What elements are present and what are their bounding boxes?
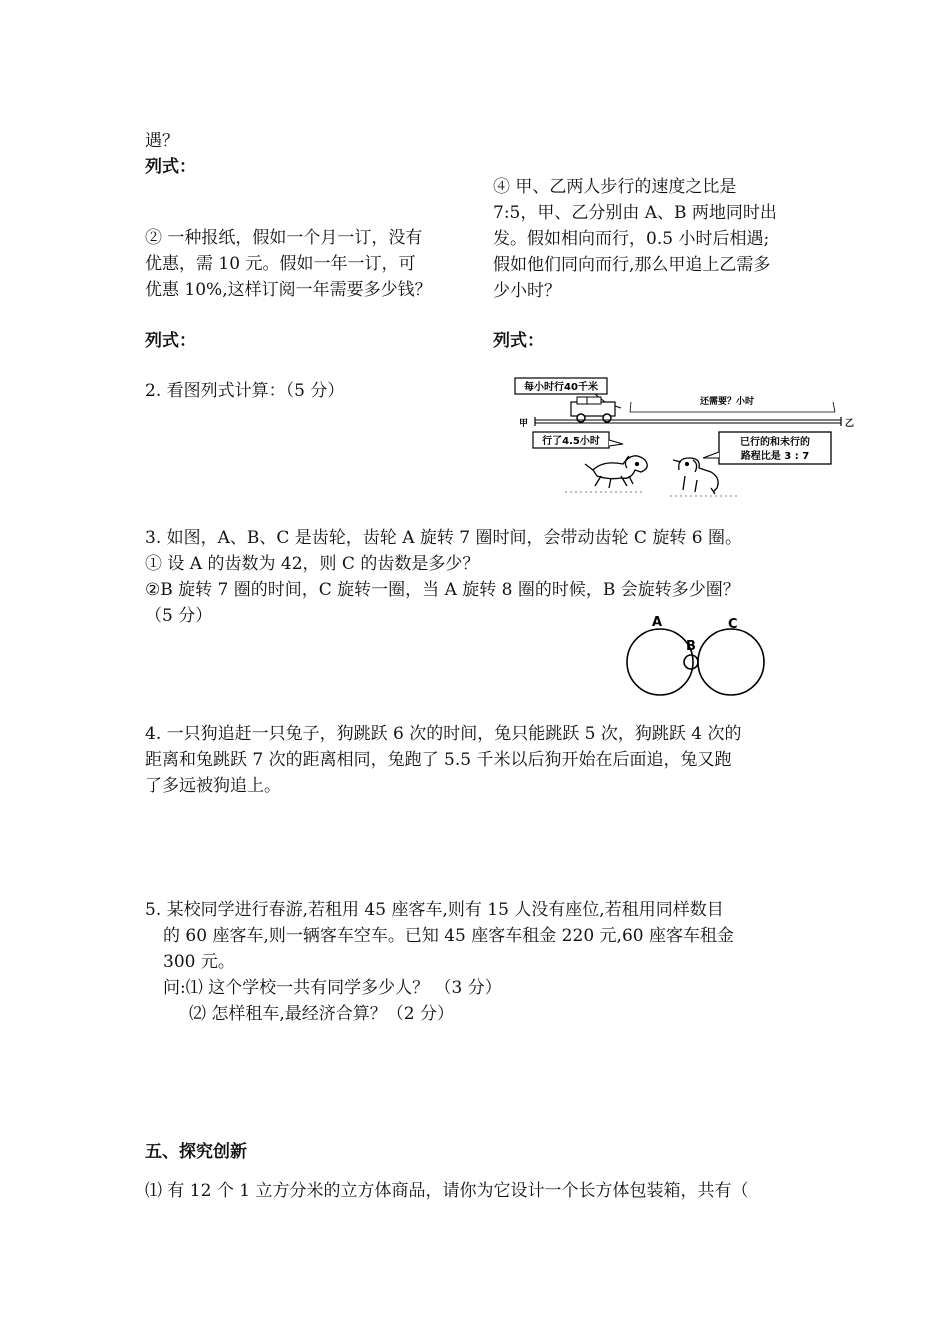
question-line: 了多远被狗追上。 — [145, 776, 281, 796]
section-five-heading: 五、探究创新 — [145, 1142, 247, 1162]
gear-a-circle — [627, 629, 693, 695]
points-label: （5 分） — [145, 606, 213, 626]
elapsed-time-label: 行了4.5小时 — [542, 436, 600, 447]
dog-icon — [673, 458, 718, 494]
ratio-label-line2: 路程比是 3 : 7 — [740, 451, 810, 462]
gear-b-label: B — [686, 639, 696, 654]
end-point-label: 乙 — [845, 419, 855, 429]
continued-question-text: 遇？ — [145, 131, 179, 151]
gear-a-label: A — [652, 615, 663, 630]
formula-label: 列式： — [145, 331, 196, 351]
gear-diagram — [620, 612, 780, 702]
question-line: 4. 一只狗追赶一只兔子，狗跳跃 6 次的时间，兔只能跳跃 5 次，狗跳跃 4 次的 — [145, 724, 742, 744]
formula-label: 列式： — [493, 331, 544, 351]
formula-label: 列式： — [145, 157, 196, 177]
question-line: 优惠，需 10 元。假如一年一订，可 — [145, 254, 416, 274]
jeep-icon — [571, 397, 621, 422]
question-line: 的 60 座客车,则一辆客车空车。已知 45 座客车租金 220 元,60 座客车租金 — [163, 926, 734, 946]
section-five-question-1: ⑴ 有 12 个 1 立方分米的立方体商品，请你为它设计一个长方体包装箱，共有（ — [145, 1181, 749, 1201]
question-line: 300 元。 — [163, 952, 235, 972]
start-point-label: 甲 — [519, 419, 529, 429]
question-line: 假如他们同向而行,那么甲追上乙需多 — [493, 255, 771, 275]
speed-label: 每小时行40千米 — [524, 382, 598, 393]
question-line: ① 设 A 的齿数为 42，则 C 的齿数是多少？ — [145, 554, 480, 574]
question-line: ②B 旋转 7 圈的时间，C 旋转一圈，当 A 旋转 8 圈的时候，B 会旋转多少圈？ — [145, 580, 740, 600]
question-line: 7:5，甲、乙分别由 A、B 两地同时出 — [493, 203, 777, 223]
journey-diagram — [505, 372, 855, 504]
gear-c-circle — [698, 629, 764, 695]
section-5-block — [145, 897, 734, 1027]
question-4-block — [493, 174, 777, 304]
sub-question-2: ⑵ 怎样租车,最经济合算？（2 分） — [189, 1004, 455, 1024]
question-line: 少小时？ — [493, 281, 561, 301]
question-line: 优惠 10%,这样订阅一年需要多少钱？ — [145, 280, 432, 300]
remaining-time-label: 还需要？小时 — [699, 397, 755, 407]
gear-b-circle — [684, 655, 698, 669]
dog-icon — [585, 456, 647, 488]
gear-c-label: C — [728, 617, 738, 632]
question-2-block — [145, 225, 432, 303]
sub-question-1: 问:⑴ 这个学校一共有同学多少人？ （3 分） — [163, 978, 502, 998]
question-line: 发。假如相向而行，0.5 小时后相遇; — [493, 229, 770, 249]
section-3-title: 3. 如图，A、B、C 是齿轮，齿轮 A 旋转 7 圈时间，会带动齿轮 C 旋转 6 圈。 — [145, 528, 742, 548]
question-line: ② 一种报纸，假如一个月一订，没有 — [145, 228, 423, 248]
question-line: 5. 某校同学进行春游,若租用 45 座客车,则有 15 人没有座位,若租用同样数目 — [145, 900, 724, 920]
ratio-label-line1: 已行的和未行的 — [740, 437, 810, 448]
question-line: 距离和兔跳跃 7 次的距离相同，兔跑了 5.5 千米以后狗开始在后面追，兔又跑 — [145, 750, 732, 770]
section-2-title: 2. 看图列式计算：（5 分） — [145, 381, 345, 401]
section-4-block — [145, 721, 742, 799]
question-line: ④ 甲、乙两人步行的速度之比是 — [493, 177, 737, 197]
